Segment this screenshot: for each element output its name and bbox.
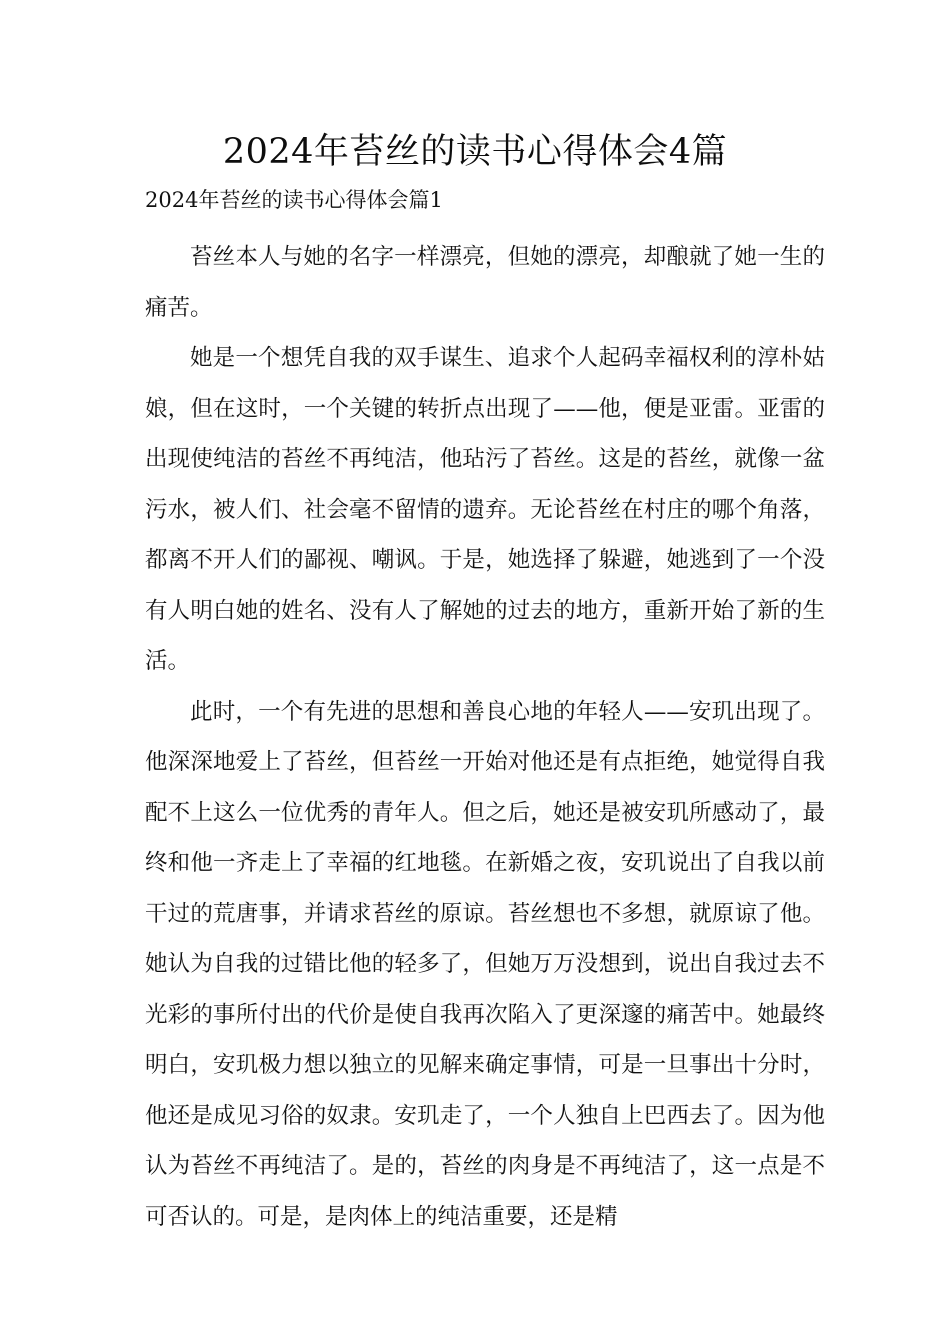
paragraph-1: 苔丝本人与她的名字一样漂亮，但她的漂亮，却酿就了她一生的痛苦。 xyxy=(145,244,825,321)
section-heading: 2024年苔丝的读书心得体会篇1 xyxy=(145,188,443,212)
paragraph-2: 她是一个想凭自我的双手谋生、追求个人起码幸福权利的淳朴姑娘，但在这时，一个关键的转折点出现了——他，便是亚雷。亚雷的出现使纯洁的苔丝不再纯洁，他玷污了苔丝。这是的苔丝，就像一盆污水，被人们、社会毫不留情的遗弃。无论苔丝在村庄的哪个角落，都离不开人们的鄙视、嘲讽。于是，她选择了躲避，她逃到了一个没有人明白她的姓名、没有人了解她的过去的地方，重新开始了新的生活。 xyxy=(145,345,825,674)
paragraph-3: 此时，一个有先进的思想和善良心地的年轻人——安玑出现了。他深深地爱上了苔丝，但苔丝一开始对他还是有点拒绝，她觉得自我配不上这么一位优秀的青年人。但之后，她还是被安玑所感动了，最终和他一齐走上了幸福的红地毯。在新婚之夜，安玑说出了自我以前干过的荒唐事，并请求苔丝的原谅。苔丝想也不多想，就原谅了他。她认为自我的过错比他的轻多了，但她万万没想到，说出自我过去不光彩的事所付出的代价是使自我再次陷入了更深邃的痛苦中。她最终明白，安玑极力想以独立的见解来确定事情，可是一旦事出十分时，他还是成见习俗的奴隶。安玑走了，一个人独自上巴西去了。因为他认为苔丝不再纯洁了。是的，苔丝的肉身是不再纯洁了，这一点是不可否认的。可是，是肉体上的纯洁重要，还是精 xyxy=(145,698,825,1230)
document-title: 2024年苔丝的读书心得体会4篇 xyxy=(222,132,728,172)
document-body xyxy=(145,232,825,1242)
